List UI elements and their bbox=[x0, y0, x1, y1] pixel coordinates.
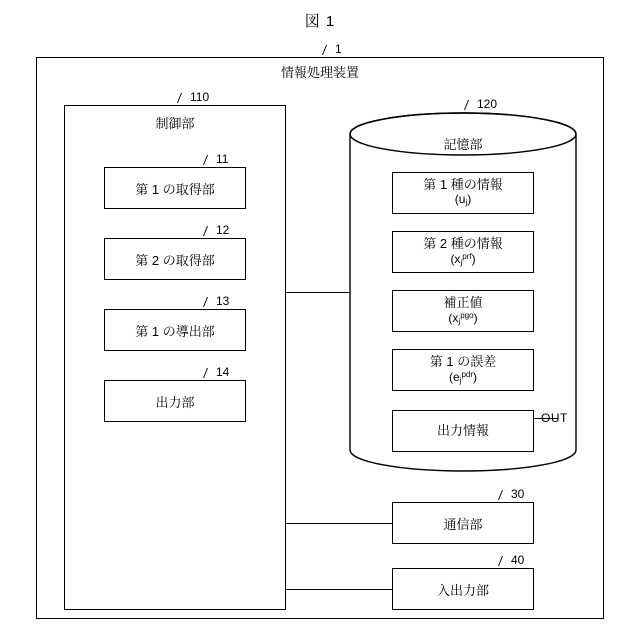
storage-unit-ref: 120 bbox=[466, 97, 497, 112]
leader-tick-icon bbox=[498, 556, 512, 566]
first-error-box bbox=[392, 349, 534, 391]
leader-tick-icon bbox=[203, 226, 217, 236]
leader-tick-icon bbox=[203, 297, 217, 307]
storage-unit-label: 記憶部 bbox=[443, 137, 483, 152]
io-unit-ref: 40 bbox=[500, 553, 524, 568]
first-error-symbol: $(e_j^{pdr})$ bbox=[448, 369, 477, 385]
correction-value-box bbox=[392, 290, 534, 332]
output-unit-box bbox=[104, 380, 246, 422]
second-type-info-label: 第 2 種の情報 bbox=[423, 235, 503, 251]
control-to-storage-line bbox=[286, 292, 349, 293]
control-to-io-line bbox=[286, 589, 392, 590]
output-unit-ref: 14 bbox=[205, 365, 229, 380]
io-unit-box bbox=[392, 568, 534, 610]
first-error-label: 第 1 の誤差 bbox=[429, 353, 497, 369]
output-information-label: 出力情報 bbox=[436, 422, 489, 438]
out-label: OUT bbox=[541, 411, 568, 425]
first-type-info-symbol: $(u_j)$ bbox=[454, 192, 472, 208]
second-type-info-symbol: $(x_j^{prf})$ bbox=[450, 251, 476, 267]
communication-unit-label: 通信部 bbox=[443, 516, 483, 532]
communication-unit-ref: 30 bbox=[500, 487, 524, 502]
output-information-box bbox=[392, 410, 534, 452]
first-type-info-box bbox=[392, 172, 534, 214]
control-unit-label: 制御部 bbox=[155, 116, 195, 131]
leader-tick-icon bbox=[498, 490, 512, 500]
figure-title: 図 1 bbox=[304, 13, 336, 30]
first-type-info-label: 第 1 種の情報 bbox=[423, 177, 503, 193]
correction-value-label: 補正値 bbox=[443, 294, 483, 310]
output-unit-label: 出力部 bbox=[155, 394, 195, 410]
leader-tick-icon bbox=[464, 100, 478, 110]
leader-tick-icon bbox=[203, 368, 217, 378]
correction-value-symbol: $(x_j^{pgo})$ bbox=[448, 310, 478, 326]
leader-tick-icon bbox=[177, 93, 191, 103]
device-label: 情報処理装置 bbox=[280, 65, 359, 80]
first-acquisition-unit-box bbox=[104, 167, 246, 209]
second-acquisition-unit-ref: 12 bbox=[205, 223, 229, 238]
control-unit-ref: 110 bbox=[179, 90, 209, 105]
second-acquisition-unit-box bbox=[104, 238, 246, 280]
first-derivation-unit-box bbox=[104, 309, 246, 351]
control-to-communication-line bbox=[286, 523, 392, 524]
device-ref: 1 bbox=[324, 42, 342, 57]
first-acquisition-unit-ref: 11 bbox=[205, 152, 228, 167]
leader-tick-icon bbox=[322, 45, 336, 55]
first-acquisition-unit-label: 第 1 の取得部 bbox=[135, 181, 215, 197]
second-type-info-box bbox=[392, 231, 534, 273]
communication-unit-box bbox=[392, 502, 534, 544]
second-acquisition-unit-label: 第 2 の取得部 bbox=[135, 252, 215, 268]
first-derivation-unit-label: 第 1 の導出部 bbox=[135, 323, 215, 339]
first-derivation-unit-ref: 13 bbox=[205, 294, 229, 309]
io-unit-label: 入出力部 bbox=[436, 582, 489, 598]
leader-tick-icon bbox=[203, 155, 217, 165]
